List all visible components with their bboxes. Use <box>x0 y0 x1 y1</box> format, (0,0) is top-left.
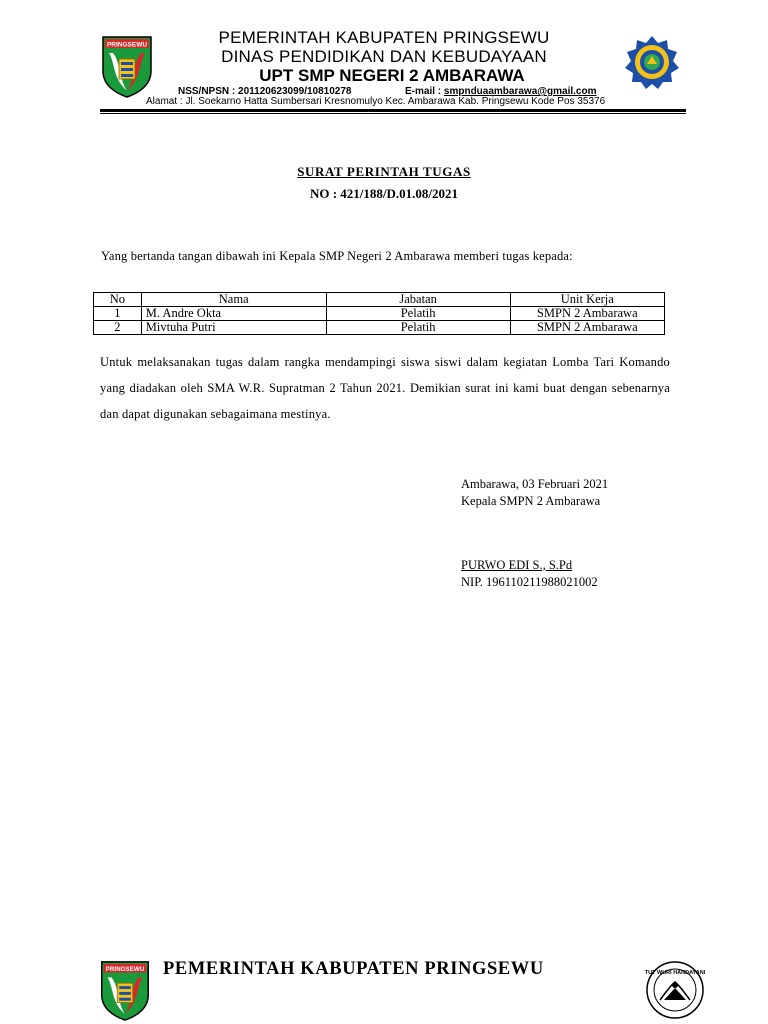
letterhead-rule-thin <box>100 113 686 114</box>
assignment-table <box>93 292 665 335</box>
letterhead-government: PEMERINTAH KABUPATEN PRINGSEWU <box>218 28 550 47</box>
table-row <box>94 307 665 321</box>
letterhead-rule-thick <box>100 109 686 112</box>
table-header-row <box>94 293 665 307</box>
place-date: Ambarawa, 03 Februari 2021 <box>461 477 609 491</box>
tut-wuri-handayani-text: TUT WURI HANDAYANI <box>644 970 706 976</box>
table-cell-nama: M. Andre Okta <box>141 307 326 321</box>
table-header-unit-kerja: Unit Kerja <box>510 293 664 307</box>
letter-intro: Yang bertanda tangan dibawah ini Kepala SMP Negeri 2 Ambarawa memberi tugas kepada: <box>101 249 573 263</box>
table-cell-unit-kerja: SMPN 2 Ambarawa <box>510 321 664 335</box>
letterhead-school-name: UPT SMP NEGERI 2 AMBARAWA <box>259 66 525 85</box>
table-cell-unit-kerja: SMPN 2 Ambarawa <box>510 307 664 321</box>
table-cell-nama: Mivtuha Putri <box>141 321 326 335</box>
table-header-jabatan: Jabatan <box>326 293 510 307</box>
table-cell-jabatan: Pelatih <box>326 307 510 321</box>
pringsewu-logo-text: PRINGSEWU <box>105 966 145 974</box>
pringsewu-logo-text: PRINGSEWU <box>106 41 148 49</box>
email-link[interactable]: smpnduaambarawa@gmail.com <box>443 86 597 97</box>
letterhead-department: DINAS PENDIDIKAN DAN KEBUDAYAAN <box>221 47 547 66</box>
signer-block <box>461 557 598 591</box>
table-header-nama: Nama <box>141 293 326 307</box>
table-header-no: No <box>94 293 142 307</box>
letter-title: SURAT PERINTAH TUGAS <box>297 164 471 179</box>
table-cell-jabatan: Pelatih <box>326 321 510 335</box>
table-cell-no: 1 <box>94 307 142 321</box>
letter-number: NO : 421/188/D.01.08/2021 <box>309 186 459 201</box>
signer-nip: NIP. 196110211988021002 <box>461 575 598 589</box>
letter-body: Untuk melaksanakan tugas dalam rangka mendampingi siswa siswi dalam kegiatan Lomba Tari Komando yang diadakan oleh SMA W.R. Supratman 2 Tahun 2021. Demikian surat ini kami buat dengan sebenarnya dan dapat digunakan sebagaimana mestinya. <box>100 355 670 421</box>
signer-name: PURWO EDI S., S.Pd <box>461 558 573 572</box>
signature-block-heading <box>461 476 608 510</box>
table-row <box>94 321 665 335</box>
pringsewu-logo-footer <box>95 958 155 1022</box>
table-cell-no: 2 <box>94 321 142 335</box>
signer-position: Kepala SMPN 2 Ambarawa <box>461 494 601 508</box>
letterhead-nss-npsn: NSS/NPSN : 201120623099/10810278 <box>178 86 352 97</box>
email-label: E-mail : <box>405 86 444 97</box>
tut-wuri-handayani-logo-footer <box>640 956 710 1020</box>
letterhead-address: Alamat : Jl. Soekarno Hatta Sumbersari Kresnomulyo Kec. Ambarawa Kab. Pringsewu Kode Pos 35376 <box>146 96 606 107</box>
footer-title: PEMERINTAH KABUPATEN PRINGSEWU <box>163 959 544 979</box>
